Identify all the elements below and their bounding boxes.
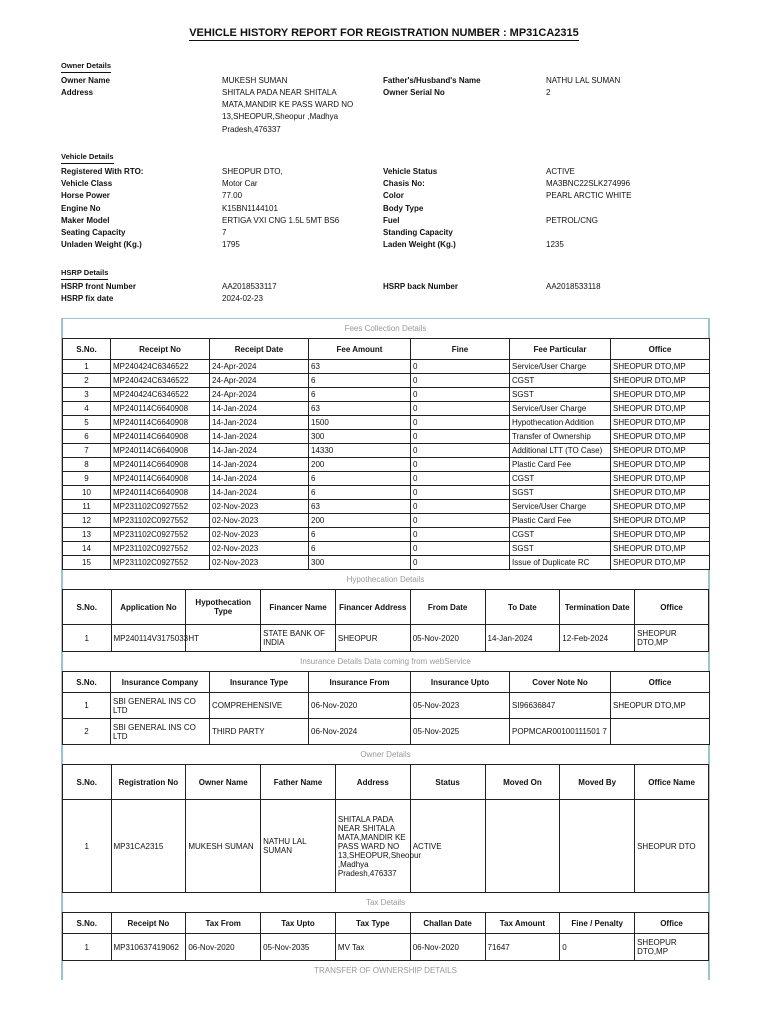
table-cell: SHEOPUR DTO,MP bbox=[611, 472, 710, 486]
table-row bbox=[63, 430, 710, 444]
table-cell: 12 bbox=[63, 514, 111, 528]
table-row bbox=[63, 800, 709, 893]
table-cell: 14-Jan-2024 bbox=[210, 430, 309, 444]
table-row bbox=[63, 625, 709, 652]
table-cell: SHEOPUR DTO,MP bbox=[611, 693, 710, 719]
col-header: Office bbox=[611, 339, 710, 360]
table-cell: 14 bbox=[63, 542, 111, 556]
hsrp-back-value: AA2018533118 bbox=[546, 282, 601, 291]
owner-details-heading: Owner Details bbox=[61, 61, 111, 73]
vehicle-left-labels: Registered With RTO: Vehicle Class Horse Power Engine No Maker Model Seating Capacity Unladen Weight (Kg.) bbox=[61, 167, 144, 250]
table-cell: SHEOPUR DTO,MP bbox=[611, 374, 710, 388]
table-cell: SHEOPUR DTO,MP bbox=[635, 934, 709, 961]
table-cell: 71647 bbox=[485, 934, 560, 961]
table-cell: 63 bbox=[309, 360, 411, 374]
table-cell: 06-Nov-2020 bbox=[309, 693, 411, 719]
owner-name-value: MUKESH SUMAN bbox=[222, 76, 288, 85]
col-header: Status bbox=[410, 765, 485, 800]
col-header: Address bbox=[335, 765, 410, 800]
table-row bbox=[63, 500, 710, 514]
table-cell: SI96636847 bbox=[510, 693, 611, 719]
hypothecation-heading: Hypothecation Details bbox=[62, 570, 709, 589]
table-cell: 0 bbox=[411, 472, 510, 486]
col-header: Insurance Type bbox=[210, 672, 309, 693]
table-cell: MP31CA2315 bbox=[111, 800, 186, 893]
table-row bbox=[63, 486, 710, 500]
col-header: S.No. bbox=[63, 765, 112, 800]
table-cell: 63 bbox=[309, 500, 411, 514]
owner-table-heading: Owner Details bbox=[62, 745, 709, 764]
table-cell: Plastic Card Fee bbox=[510, 458, 611, 472]
table-cell: Transfer of Ownership bbox=[510, 430, 611, 444]
vehicle-details-heading: Vehicle Details bbox=[61, 152, 114, 164]
table-cell: SHEOPUR DTO,MP bbox=[611, 430, 710, 444]
table-cell: SHEOPUR DTO,MP bbox=[611, 528, 710, 542]
table-cell: 7 bbox=[63, 444, 111, 458]
insurance-heading: Insurance Details Data coming from webService bbox=[62, 652, 709, 671]
table-row bbox=[63, 556, 710, 570]
table-cell: ACTIVE bbox=[410, 800, 485, 893]
table-cell: 05-Nov-2023 bbox=[411, 693, 510, 719]
col-header: S.No. bbox=[63, 339, 111, 360]
col-header: Office Name bbox=[635, 765, 709, 800]
table-cell: SHEOPUR DTO,MP bbox=[611, 500, 710, 514]
table-cell: MP240114C6640908 bbox=[111, 430, 210, 444]
hsrp-fix-label: HSRP fix date bbox=[61, 294, 114, 303]
hsrp-heading: HSRP Details bbox=[61, 268, 108, 280]
col-header: Receipt No bbox=[111, 913, 186, 934]
table-cell: MP231102C0927552 bbox=[111, 556, 210, 570]
table-cell: CGST bbox=[510, 528, 611, 542]
table-cell: 05-Nov-2025 bbox=[411, 719, 510, 745]
table-cell: 14-Jan-2024 bbox=[210, 402, 309, 416]
table-cell: 24-Apr-2024 bbox=[210, 374, 309, 388]
col-header: Insurance Company bbox=[111, 672, 210, 693]
vehicle-right-labels: Vehicle Status Chasis No: Color Body Type Fuel Standing Capacity Laden Weight (Kg.) bbox=[383, 167, 456, 250]
hsrp-fix-value: 2024-02-23 bbox=[222, 294, 263, 303]
table-cell: 0 bbox=[411, 500, 510, 514]
table-cell: Plastic Card Fee bbox=[510, 514, 611, 528]
table-cell: 200 bbox=[309, 514, 411, 528]
col-header: Receipt Date bbox=[210, 339, 309, 360]
col-header: Tax Type bbox=[335, 913, 410, 934]
table-cell: SHEOPUR DTO,MP bbox=[611, 402, 710, 416]
table-cell: MUKESH SUMAN bbox=[186, 800, 261, 893]
col-header: Office bbox=[635, 913, 709, 934]
table-cell: 14-Jan-2024 bbox=[485, 625, 560, 652]
table-cell: MP240424C6346522 bbox=[111, 374, 210, 388]
table-cell: SGST bbox=[510, 542, 611, 556]
table-cell: SHEOPUR DTO,MP bbox=[611, 360, 710, 374]
table-row bbox=[63, 444, 710, 458]
col-header: To Date bbox=[485, 590, 560, 625]
col-header: Cover Note No bbox=[510, 672, 611, 693]
table-cell: 06-Nov-2020 bbox=[186, 934, 261, 961]
table-cell: POPMCAR00100111501 7 bbox=[510, 719, 611, 745]
table-cell: MP240424C6346522 bbox=[111, 360, 210, 374]
table-cell: 24-Apr-2024 bbox=[210, 360, 309, 374]
table-cell: SHEOPUR DTO,MP bbox=[611, 486, 710, 500]
table-row bbox=[63, 458, 710, 472]
fees-header-row bbox=[63, 339, 710, 360]
table-cell: THIRD PARTY bbox=[210, 719, 309, 745]
father-value: NATHU LAL SUMAN bbox=[546, 76, 621, 85]
table-row bbox=[63, 934, 709, 961]
table-cell: 0 bbox=[411, 416, 510, 430]
tax-table bbox=[62, 912, 709, 961]
table-row bbox=[63, 719, 710, 745]
owner-header-row bbox=[63, 765, 709, 800]
table-cell: 05-Nov-2020 bbox=[410, 625, 485, 652]
table-cell: 0 bbox=[411, 388, 510, 402]
address-label: Address bbox=[61, 88, 94, 97]
table-cell: 02-Nov-2023 bbox=[210, 500, 309, 514]
table-cell: 13 bbox=[63, 528, 111, 542]
table-cell: 0 bbox=[411, 514, 510, 528]
hypothecation-table bbox=[62, 589, 709, 652]
table-cell: MP240114C6640908 bbox=[111, 486, 210, 500]
table-cell: 8 bbox=[63, 458, 111, 472]
table-cell: 6 bbox=[63, 430, 111, 444]
table-cell: 14-Jan-2024 bbox=[210, 444, 309, 458]
table-cell: 0 bbox=[411, 402, 510, 416]
table-cell: MP240114C6640908 bbox=[111, 458, 210, 472]
table-cell: 15 bbox=[63, 556, 111, 570]
col-header: Tax Upto bbox=[261, 913, 336, 934]
table-cell: 4 bbox=[63, 402, 111, 416]
table-cell: 300 bbox=[309, 556, 411, 570]
table-cell: 14-Jan-2024 bbox=[210, 472, 309, 486]
owner-name-label: Owner Name bbox=[61, 76, 110, 85]
table-cell: 14-Jan-2024 bbox=[210, 416, 309, 430]
table-row bbox=[63, 388, 710, 402]
table-row bbox=[63, 542, 710, 556]
table-cell: 1500 bbox=[309, 416, 411, 430]
insurance-header-row bbox=[63, 672, 710, 693]
table-cell: 24-Apr-2024 bbox=[210, 388, 309, 402]
table-cell: SHEOPUR bbox=[335, 625, 410, 652]
table-cell: SBI GENERAL INS CO LTD bbox=[111, 693, 210, 719]
col-header: Challan Date bbox=[410, 913, 485, 934]
hsrp-front-value: AA2018533117 bbox=[222, 282, 277, 291]
table-cell: STATE BANK OF INDIA bbox=[261, 625, 336, 652]
table-cell: Service/User Charge bbox=[510, 500, 611, 514]
table-cell: SHEOPUR DTO,MP bbox=[611, 416, 710, 430]
report-title: VEHICLE HISTORY REPORT FOR REGISTRATION NUMBER : MP31CA2315 bbox=[189, 27, 579, 39]
col-header: Termination Date bbox=[560, 590, 635, 625]
table-cell bbox=[611, 719, 710, 745]
table-cell: COMPREHENSIVE bbox=[210, 693, 309, 719]
tax-header-row bbox=[63, 913, 709, 934]
table-cell: 0 bbox=[411, 486, 510, 500]
col-header: Receipt No bbox=[111, 339, 210, 360]
table-cell: SHITALA PADA NEAR SHITALA MATA,MANDIR KE PASS WARD NO 13,SHEOPUR,Sheopur ,Madhya Pradesh,476337 bbox=[335, 800, 410, 893]
table-row bbox=[63, 528, 710, 542]
table-cell: 2 bbox=[63, 374, 111, 388]
address-value: SHITALA PADA NEAR SHITALA MATA,MANDIR KE PASS WARD NO 13,SHEOPUR,Sheopur ,Madhya Pradesh,476337 bbox=[222, 88, 354, 134]
table-cell: 0 bbox=[411, 444, 510, 458]
table-cell: 1 bbox=[63, 934, 112, 961]
serial-value: 2 bbox=[546, 88, 551, 97]
col-header: S.No. bbox=[63, 672, 111, 693]
table-cell: 06-Nov-2020 bbox=[410, 934, 485, 961]
col-header: Tax From bbox=[186, 913, 261, 934]
table-row bbox=[63, 402, 710, 416]
col-header: Insurance From bbox=[309, 672, 411, 693]
col-header: Fee Particular bbox=[510, 339, 611, 360]
table-cell: SHEOPUR DTO,MP bbox=[611, 444, 710, 458]
table-cell: MP240424C6346522 bbox=[111, 388, 210, 402]
table-cell: MP231102C0927552 bbox=[111, 528, 210, 542]
col-header: Office bbox=[611, 672, 710, 693]
col-header: Fee Amount bbox=[309, 339, 411, 360]
table-cell: 1 bbox=[63, 800, 112, 893]
fees-heading: Fees Collection Details bbox=[62, 319, 709, 338]
table-cell: SGST bbox=[510, 388, 611, 402]
table-cell: 5 bbox=[63, 416, 111, 430]
table-cell: 0 bbox=[411, 430, 510, 444]
table-cell: MV Tax bbox=[335, 934, 410, 961]
table-cell: SHEOPUR DTO,MP bbox=[611, 542, 710, 556]
col-header: Moved By bbox=[560, 765, 635, 800]
col-header: Owner Name bbox=[186, 765, 261, 800]
table-row bbox=[63, 416, 710, 430]
serial-label: Owner Serial No bbox=[383, 88, 445, 97]
col-header: Office bbox=[635, 590, 709, 625]
hsrp-back-label: HSRP back Number bbox=[383, 282, 458, 291]
table-cell: MP231102C0927552 bbox=[111, 542, 210, 556]
table-cell: 02-Nov-2023 bbox=[210, 556, 309, 570]
col-header: Insurance Upto bbox=[411, 672, 510, 693]
col-header: Father Name bbox=[261, 765, 336, 800]
col-header: From Date bbox=[410, 590, 485, 625]
owner-table bbox=[62, 764, 709, 893]
table-cell: 0 bbox=[560, 934, 635, 961]
table-cell: SHEOPUR DTO,MP bbox=[635, 625, 709, 652]
table-cell: SHEOPUR DTO bbox=[635, 800, 709, 893]
table-cell: SHEOPUR DTO,MP bbox=[611, 388, 710, 402]
table-cell: SHEOPUR DTO,MP bbox=[611, 556, 710, 570]
table-cell: 1 bbox=[63, 625, 112, 652]
table-cell: 0 bbox=[411, 374, 510, 388]
table-cell: SGST bbox=[510, 486, 611, 500]
table-cell: 3 bbox=[63, 388, 111, 402]
father-label: Father's/Husband's Name bbox=[383, 76, 481, 85]
fees-table bbox=[62, 338, 710, 570]
table-cell: MP240114C6640908 bbox=[111, 416, 210, 430]
table-cell: Issue of Duplicate RC bbox=[510, 556, 611, 570]
table-cell: 14-Jan-2024 bbox=[210, 458, 309, 472]
table-cell: Service/User Charge bbox=[510, 360, 611, 374]
table-cell: MP240114V3175033 bbox=[111, 625, 186, 652]
table-cell: Additional LTT (TO Case) bbox=[510, 444, 611, 458]
hypothecation-header-row bbox=[63, 590, 709, 625]
table-cell: MP240114C6640908 bbox=[111, 472, 210, 486]
table-row bbox=[63, 514, 710, 528]
table-cell: 1 bbox=[63, 360, 111, 374]
table-cell: 05-Nov-2035 bbox=[261, 934, 336, 961]
col-header: Financer Address bbox=[335, 590, 410, 625]
table-cell: SHEOPUR DTO,MP bbox=[611, 458, 710, 472]
col-header: Financer Name bbox=[261, 590, 336, 625]
transfer-heading: TRANSFER OF OWNERSHIP DETAILS bbox=[62, 961, 709, 980]
table-row bbox=[63, 374, 710, 388]
vehicle-left-values: SHEOPUR DTO, Motor Car 77.00 K15BN1144101 ERTIGA VXI CNG 1.5L 5MT BS6 7 1795 bbox=[222, 167, 340, 250]
hsrp-front-label: HSRP front Number bbox=[61, 282, 136, 291]
table-cell: 06-Nov-2024 bbox=[309, 719, 411, 745]
table-cell: 300 bbox=[309, 430, 411, 444]
col-header: Moved On bbox=[485, 765, 560, 800]
table-cell: 02-Nov-2023 bbox=[210, 542, 309, 556]
table-row bbox=[63, 693, 710, 719]
table-cell: 6 bbox=[309, 374, 411, 388]
table-cell: 6 bbox=[309, 542, 411, 556]
table-cell: 14330 bbox=[309, 444, 411, 458]
col-header: Application No bbox=[111, 590, 186, 625]
table-cell: MP231102C0927552 bbox=[111, 500, 210, 514]
tax-heading: Tax Details bbox=[62, 893, 709, 912]
col-header: S.No. bbox=[63, 590, 112, 625]
col-header: Fine bbox=[411, 339, 510, 360]
table-cell: MP240114C6640908 bbox=[111, 402, 210, 416]
col-header: S.No. bbox=[63, 913, 112, 934]
table-cell: 12-Feb-2024 bbox=[560, 625, 635, 652]
vehicle-right-values: ACTIVE MA3BNC22SLK274996 PEARL ARCTIC WHITE PETROL/CNG 1235 bbox=[546, 167, 632, 250]
table-cell: CGST bbox=[510, 374, 611, 388]
table-row bbox=[63, 360, 710, 374]
table-cell: 02-Nov-2023 bbox=[210, 528, 309, 542]
table-cell: 6 bbox=[309, 472, 411, 486]
table-cell: 200 bbox=[309, 458, 411, 472]
table-cell: 0 bbox=[411, 542, 510, 556]
insurance-table bbox=[62, 671, 710, 745]
table-cell: 02-Nov-2023 bbox=[210, 514, 309, 528]
table-cell: 10 bbox=[63, 486, 111, 500]
table-cell: 6 bbox=[309, 486, 411, 500]
table-cell: 11 bbox=[63, 500, 111, 514]
col-header: Tax Amount bbox=[485, 913, 560, 934]
table-cell: 0 bbox=[411, 528, 510, 542]
table-cell: 0 bbox=[411, 556, 510, 570]
table-cell: 14-Jan-2024 bbox=[210, 486, 309, 500]
table-cell: 63 bbox=[309, 402, 411, 416]
table-cell bbox=[485, 800, 560, 893]
table-cell: NATHU LAL SUMAN bbox=[261, 800, 336, 893]
table-cell: HT bbox=[186, 625, 261, 652]
table-cell: Hypothecation Addition bbox=[510, 416, 611, 430]
table-cell: 6 bbox=[309, 388, 411, 402]
col-header: Fine / Penalty bbox=[560, 913, 635, 934]
table-cell: 0 bbox=[411, 360, 510, 374]
table-cell bbox=[560, 800, 635, 893]
table-cell: Service/User Charge bbox=[510, 402, 611, 416]
table-cell: 9 bbox=[63, 472, 111, 486]
table-cell: MP231102C0927552 bbox=[111, 514, 210, 528]
table-cell: 6 bbox=[309, 528, 411, 542]
table-cell: SHEOPUR DTO,MP bbox=[611, 514, 710, 528]
table-cell: 0 bbox=[411, 458, 510, 472]
table-cell: MP240114C6640908 bbox=[111, 444, 210, 458]
table-cell: 1 bbox=[63, 693, 111, 719]
table-cell: CGST bbox=[510, 472, 611, 486]
details-tables bbox=[61, 318, 710, 980]
table-row bbox=[63, 472, 710, 486]
table-cell: SBI GENERAL INS CO LTD bbox=[111, 719, 210, 745]
table-cell: MP310637419062 bbox=[111, 934, 186, 961]
col-header: Registration No bbox=[111, 765, 186, 800]
table-cell: 2 bbox=[63, 719, 111, 745]
col-header: Hypothecation Type bbox=[186, 590, 261, 625]
